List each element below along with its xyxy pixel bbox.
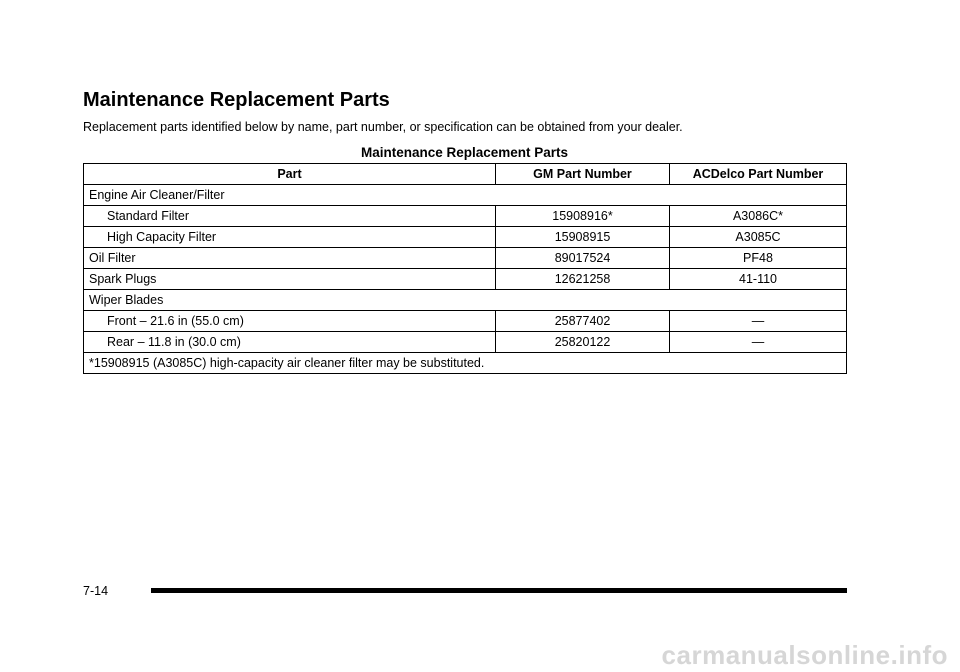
table-row bbox=[84, 206, 847, 227]
table-row bbox=[84, 332, 847, 353]
table-row bbox=[84, 185, 847, 206]
part-name: Oil Filter bbox=[84, 248, 496, 269]
gm-part-number: 12621258 bbox=[496, 269, 670, 290]
gm-part-number: 25877402 bbox=[496, 311, 670, 332]
acdelco-part-number: PF48 bbox=[670, 248, 847, 269]
gm-part-number: 89017524 bbox=[496, 248, 670, 269]
table-row bbox=[84, 290, 847, 311]
gm-part-number: 15908916* bbox=[496, 206, 670, 227]
table-footnote-row bbox=[84, 353, 847, 374]
parts-table bbox=[83, 163, 847, 374]
header-acdelco-part-number: ACDelco Part Number bbox=[670, 164, 847, 185]
part-name: Standard Filter bbox=[84, 206, 496, 227]
table-row bbox=[84, 227, 847, 248]
page-number: 7-14 bbox=[83, 584, 109, 598]
table-row bbox=[84, 269, 847, 290]
acdelco-part-number: A3086C* bbox=[670, 206, 847, 227]
acdelco-part-number: — bbox=[670, 311, 847, 332]
part-name: Spark Plugs bbox=[84, 269, 496, 290]
intro-text: Replacement parts identified below by name, part number, or specification can be obtained from your dealer. bbox=[83, 120, 683, 134]
table-caption: Maintenance Replacement Parts bbox=[360, 145, 569, 160]
acdelco-part-number: 41-110 bbox=[670, 269, 847, 290]
acdelco-part-number: A3085C bbox=[670, 227, 847, 248]
group-label: Engine Air Cleaner/Filter bbox=[84, 185, 847, 206]
watermark: carmanualsonline.info bbox=[661, 640, 948, 670]
footer-rule bbox=[151, 588, 847, 593]
gm-part-number: 15908915 bbox=[496, 227, 670, 248]
acdelco-part-number: — bbox=[670, 332, 847, 353]
table-row bbox=[84, 248, 847, 269]
header-part: Part bbox=[84, 164, 496, 185]
part-name: Rear – 11.8 in (30.0 cm) bbox=[84, 332, 496, 353]
gm-part-number: 25820122 bbox=[496, 332, 670, 353]
table-footnote: *15908915 (A3085C) high-capacity air cleaner filter may be substituted. bbox=[84, 353, 847, 374]
page-title: Maintenance Replacement Parts bbox=[83, 89, 390, 111]
table-header-row bbox=[84, 164, 847, 185]
part-name: Front – 21.6 in (55.0 cm) bbox=[84, 311, 496, 332]
header-gm-part-number: GM Part Number bbox=[496, 164, 670, 185]
group-label: Wiper Blades bbox=[84, 290, 847, 311]
part-name: High Capacity Filter bbox=[84, 227, 496, 248]
table-row bbox=[84, 311, 847, 332]
